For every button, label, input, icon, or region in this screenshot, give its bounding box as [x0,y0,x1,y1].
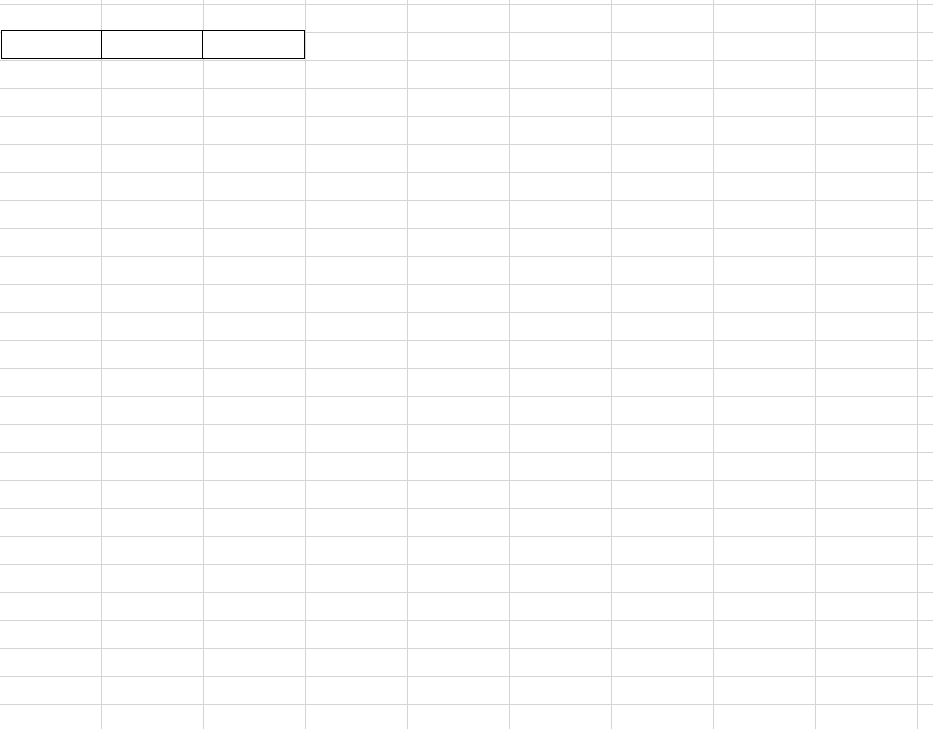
entries-table [1,30,305,59]
header-sire [102,31,203,59]
header-horse-name [2,31,102,59]
entries-header-row [2,31,305,59]
header-broodmare-sire [203,31,305,59]
